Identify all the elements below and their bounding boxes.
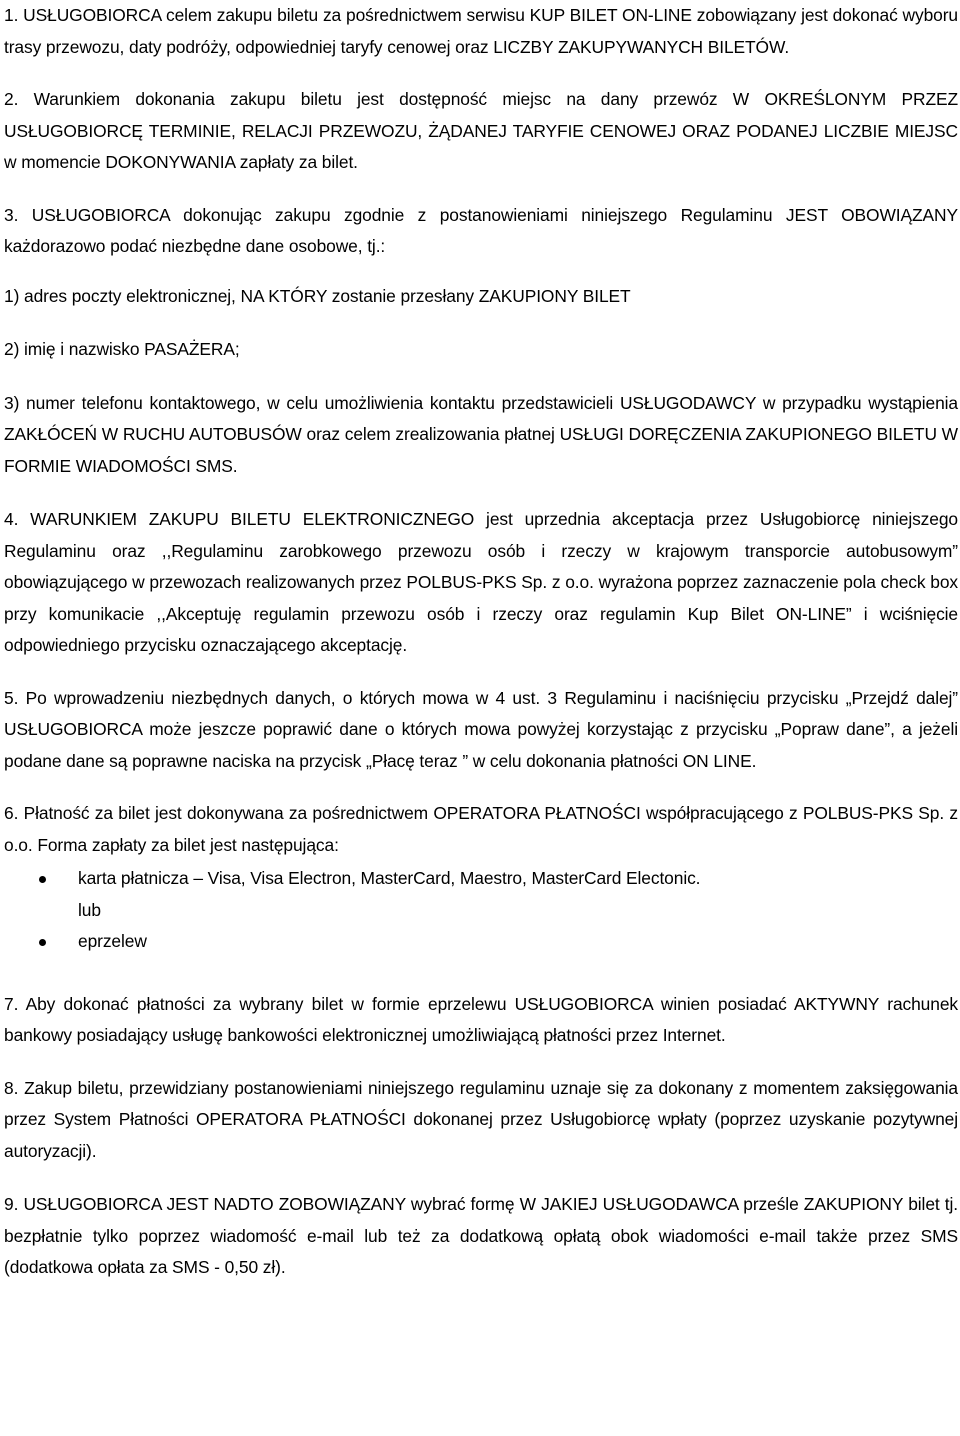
or-separator: lub	[78, 899, 101, 920]
payment-methods-list-2	[4, 926, 958, 958]
paragraph-3-item-2: 2) imię i nazwisko PASAŻERA;	[4, 339, 240, 359]
list-item-text: eprzelew	[78, 931, 147, 951]
paragraph-4: 4. WARUNKIEM ZAKUPU BILETU ELEKTRONICZNEGO jest uprzednia akceptacja przez Usługobiorcę niniejszego Regulaminu oraz ,,Regulaminu zarobkowego przewozu osób i rzeczy w krajowym transporcie autobusowym” obowiązującego w przewozach realizowanych przez POLBUS-PKS Sp. z o.o. wyrażona poprzez zaznaczenie pola check box przy komunikacie ,,Akceptuję regulamin przewozu osób i rzeczy oraz regulamin Kup Bilet ON-LINE” i wciśnięcie odpowiedniego przycisku oznaczającego akceptację.	[4, 509, 958, 655]
paragraph-3-item-1: 1) adres poczty elektronicznej, NA KTÓRY zostanie przesłany ZAKUPIONY BILET	[4, 285, 631, 306]
paragraph-2: 2. Warunkiem dokonania zakupu biletu jest dostępność miejsc na dany przewóz W OKREŚLONYM PRZEZ USŁUGOBIORCĘ TERMINIE, RELACJI PRZEWOZU, ŻĄDANEJ TARYFIE CENOWEJ ORAZ PODANEJ LICZBIE MIEJSC w momencie DOKONYWANIA zapłaty za bilet.	[4, 89, 958, 172]
list-item	[4, 926, 958, 958]
paragraph-8: 8. Zakup biletu, przewidziany postanowieniami niniejszego regulaminu uznaje się za dokonany z momentem zaksięgowania przez System Płatności OPERATORA PŁATNOŚCI dokonanej przez Usługobiorcę wpłaty (poprzez uzyskanie pozytywnej autoryzacji).	[4, 1077, 958, 1161]
payment-methods-list	[4, 863, 958, 895]
paragraph-3-item-3: 3) numer telefonu kontaktowego, w celu umożliwienia kontaktu przedstawicieli USŁUGODAWCY w przypadku wystąpienia ZAKŁÓCEŃ W RUCHU AUTOBUSÓW oraz celem zrealizowania płatnej USŁUGI DORĘCZENIA ZAKUPIONEGO BILETU W FORMIE WIADOMOŚCI SMS.	[4, 392, 958, 476]
paragraph-9: 9. USŁUGOBIORCA JEST NADTO ZOBOWIĄZANY wybrać formę W JAKIEJ USŁUGODAWCA prześle ZAKUPIONY bilet tj. bezpłatnie tylko poprzez wiadomość e-mail lub też za dodatkową opłatą obok wiadomości e-mail także przez SMS (dodatkowa opłata za SMS - 0,50 zł).	[4, 1194, 958, 1277]
list-item	[4, 863, 958, 895]
paragraph-3: 3. USŁUGOBIORCA dokonując zakupu zgodnie z postanowieniami niniejszego Regulaminu JEST OBOWIĄZANY każdorazowo podać niezbędne dane osobowe, tj.:	[4, 204, 958, 256]
paragraph-6: 6. Płatność za bilet jest dokonywana za pośrednictwem OPERATORA PŁATNOŚCI współpracującego z POLBUS-PKS Sp. z o.o. Forma zapłaty za bilet jest następująca:	[4, 803, 958, 855]
list-item-text: karta płatnicza – Visa, Visa Electron, MasterCard, Maestro, MasterCard Electonic.	[78, 868, 701, 888]
paragraph-7: 7. Aby dokonać płatności za wybrany bilet w formie eprzelewu USŁUGOBIORCA winien posiadać AKTYWNY rachunek bankowy posiadający usługę bankowości elektronicznej umożliwiającą płatności przez Internet.	[4, 993, 958, 1045]
paragraph-5: 5. Po wprowadzeniu niezbędnych danych, o których mowa w 4 ust. 3 Regulaminu i naciśnięciu przycisku „Przejdź dalej” USŁUGOBIORCA może jeszcze poprawić dane o których mowa powyżej korzystając z przycisku „Popraw dane”, a jeżeli podane dane są poprawne naciska na przycisk „Płacę teraz ” w celu dokonania płatności ON LINE.	[4, 687, 958, 771]
paragraph-1: 1. USŁUGOBIORCA celem zakupu biletu za pośrednictwem serwisu KUP BILET ON-LINE zobowiązany jest dokonać wyboru trasy przewozu, daty podróży, odpowiedniej taryfy cenowej oraz LICZBY ZAKUPYWANYCH BILETÓW.	[4, 5, 958, 57]
regulations-document	[4, 0, 958, 1284]
bullet-icon	[39, 939, 46, 946]
bullet-icon	[39, 876, 46, 883]
